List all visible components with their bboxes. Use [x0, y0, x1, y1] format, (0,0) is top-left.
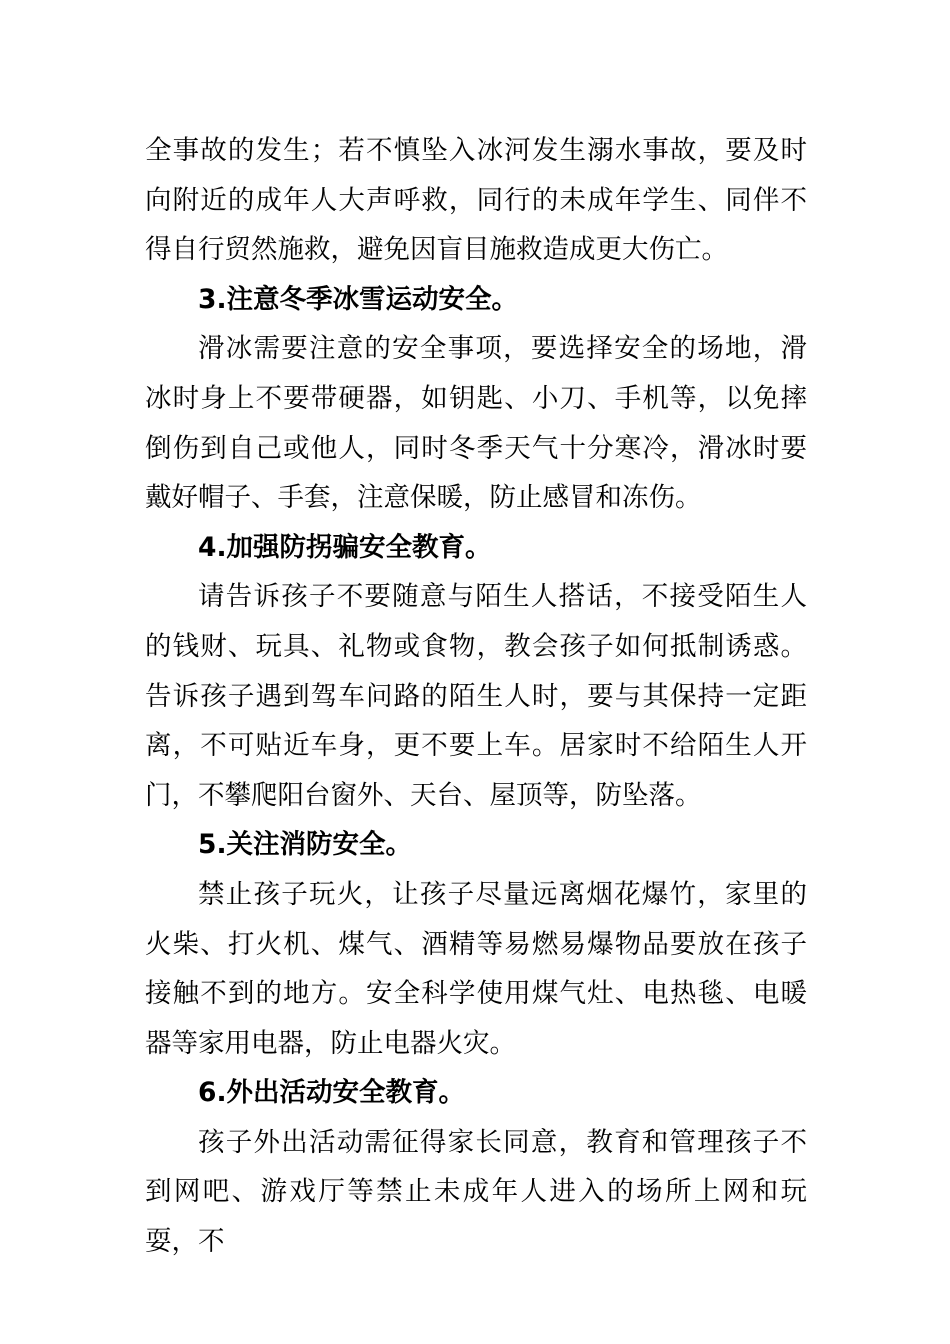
paragraph-strangers-safety: 请告诉孩子不要随意与陌生人搭话，不接受陌生人的钱财、玩具、礼物或食物，教会孩子如何抵制诱惑。告诉孩子遇到驾车问路的陌生人时，要与其保持一定距离，不可贴近车身，更不要上车。居家时不给陌生人开门，不攀爬阳台窗外、天台、屋顶等，防坠落。: [145, 581, 807, 811]
paragraph-continuation: 全事故的发生；若不慎坠入冰河发生溺水事故，要及时向附近的成年人大声呼救，同行的未成年学生、同伴不得自行贸然施救，避免因盲目施救造成更大伤亡。: [145, 135, 807, 266]
heading-winter-ice-sports: 3.注意冬季冰雪运动安全。: [198, 283, 519, 315]
heading-outdoor-activity: 6.外出活动安全教育。: [198, 1077, 466, 1109]
paragraph-outdoor-activity: 孩子外出活动需征得家长同意，教育和管理孩子不到网吧、游戏厅等禁止未成年人进入的场所上网和玩耍，不: [145, 1126, 807, 1258]
document-page: [145, 126, 807, 1267]
paragraph-skating-safety: 滑冰需要注意的安全事项，要选择安全的场地，滑冰时身上不要带硬器，如钥匙、小刀、手机等，以免摔倒伤到自己或他人，同时冬季天气十分寒冷，滑冰时要戴好帽子、手套，注意保暖，防止感冒和冻伤。: [145, 333, 807, 514]
heading-fire-safety: 5.关注消防安全。: [198, 829, 413, 861]
paragraph-fire-safety: 禁止孩子玩火，让孩子尽量远离烟花爆竹，家里的火柴、打火机、煤气、酒精等易燃易爆物品要放在孩子接触不到的地方。安全科学使用煤气灶、电热毯、电暖器等家用电器，防止电器火灾。: [145, 878, 807, 1059]
heading-anti-abduction: 4.加强防拐骗安全教育。: [198, 531, 492, 563]
